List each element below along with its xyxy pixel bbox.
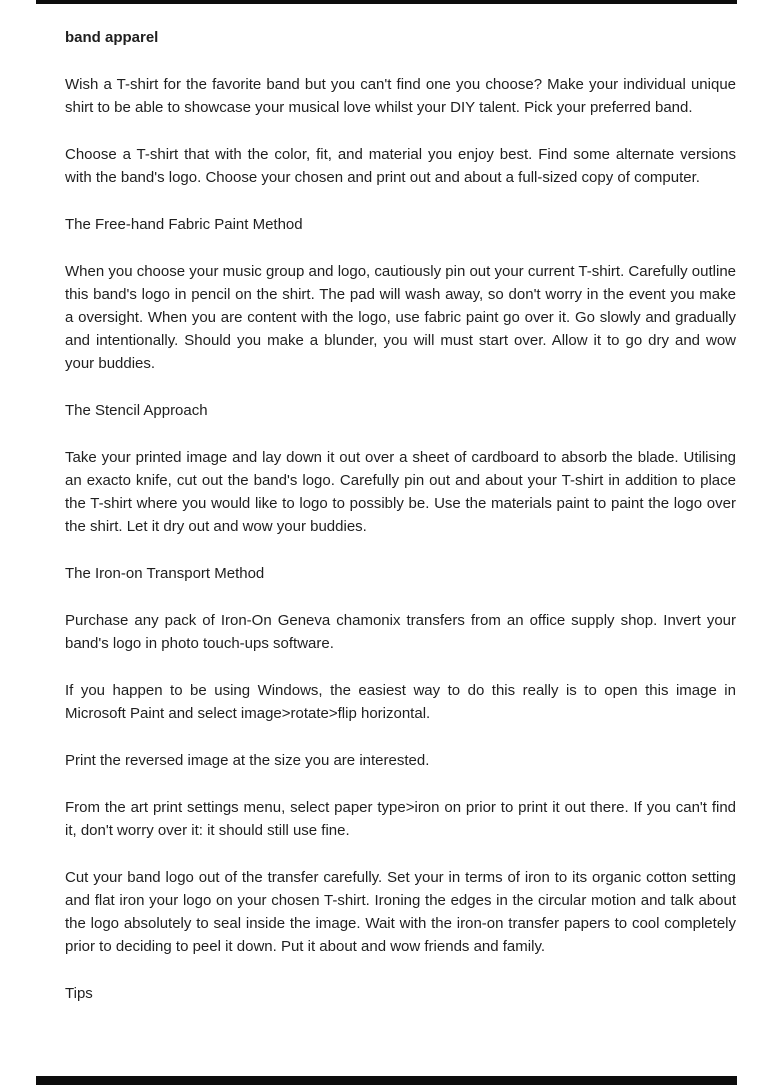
ironon-paragraph-1: Purchase any pack of Iron-On Geneva chamonix transfers from an office supply shop. Invert your band's logo in photo touch-ups software. [65,612,736,652]
ironon-paragraph-4: From the art print settings menu, select paper type>iron on prior to print it out there. If you can't find it, don't worry over it: it should still use fine. [65,799,736,839]
top-border-bar [36,0,737,4]
stencil-paragraph: Take your printed image and lay down it out over a sheet of cardboard to absorb the blade. Utilising an exacto knife, cut out the band's logo. Carefully pin out and about your T-shirt in addition to place the T-shirt where you would like to logo to possibly be. Use the materials paint to paint the logo over the shirt. Let it dry out and wow your buddies. [65,449,736,535]
bottom-border-bar [36,1076,737,1085]
section-heading-freehand: The Free-hand Fabric Paint Method [65,216,303,233]
document-content [65,26,736,1029]
ironon-paragraph-2: If you happen to be using Windows, the easiest way to do this really is to open this image in Microsoft Paint and select image>rotate>flip horizontal. [65,682,736,722]
intro-paragraph: Wish a T-shirt for the favorite band but you can't find one you choose? Make your individual unique shirt to be able to showcase your musical love whilst your DIY talent. Pick your preferred band. [65,76,736,116]
ironon-paragraph-3: Print the reversed image at the size you are interested. [65,752,430,769]
section-heading-stencil: The Stencil Approach [65,402,208,419]
document-title: band apparel [65,29,159,46]
freehand-paragraph: When you choose your music group and logo, cautiously pin out your current T-shirt. Carefully outline this band's logo in pencil on the shirt. The pad will wash away, so don't worry in the event you make a oversight. When you are content with the logo, use fabric paint go over it. Go slowly and gradually and intentionally. Should you make a blunder, you will must start over. Allow it to go dry and wow your buddies. [65,263,736,372]
section-heading-ironon: The Iron-on Transport Method [65,565,265,582]
section-heading-tips: Tips [65,985,93,1002]
choose-shirt-paragraph: Choose a T-shirt that with the color, fit, and material you enjoy best. Find some alternate versions with the band's logo. Choose your chosen and print out and about a full-sized copy of computer. [65,146,736,186]
ironon-paragraph-5: Cut your band logo out of the transfer carefully. Set your in terms of iron to its organic cotton setting and flat iron your logo on your chosen T-shirt. Ironing the edges in the circular motion and talk about the logo absolutely to seal inside the image. Wait with the iron-on transfer papers to cool completely prior to deciding to peel it down. Put it about and wow friends and family. [65,869,736,955]
